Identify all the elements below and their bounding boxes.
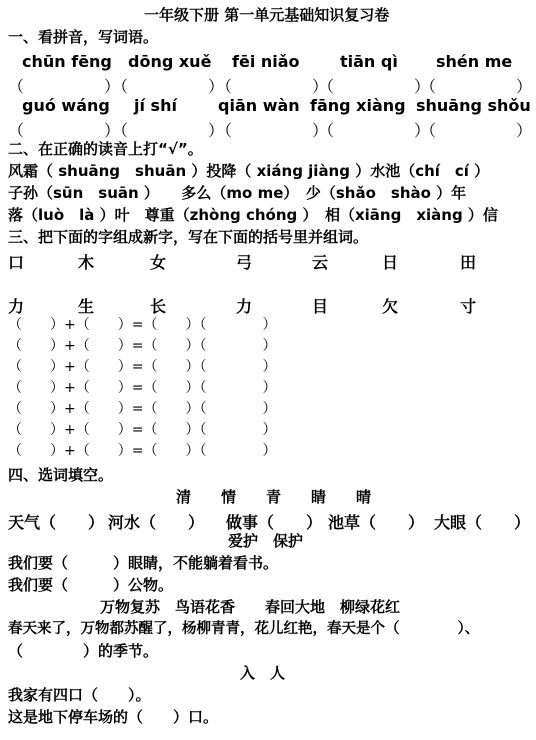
pinyin-item: shuāng shǒu xyxy=(416,96,531,115)
fill-item[interactable]: 做事（ ） xyxy=(226,513,323,532)
answer-blank[interactable]: （ ） xyxy=(112,121,225,140)
formula-row[interactable]: （ ）+（ ）=（ ）（ ） xyxy=(8,443,277,459)
char-item: 木 xyxy=(78,253,95,272)
fill-item[interactable]: 池草（ ） xyxy=(328,513,425,532)
pinyin-item: qiān wàn xyxy=(218,96,300,115)
pronunciation-line[interactable]: 子孙（sūn suān ） 多么（mo me） 少（shǎo shào ）年 xyxy=(8,184,467,202)
char-item: 长 xyxy=(150,297,167,316)
answer-blank[interactable]: （ ） xyxy=(8,77,121,96)
pinyin-item: jí shí xyxy=(134,96,177,115)
sentence[interactable]: 这是地下停车场的（ ）口。 xyxy=(8,708,219,726)
formula-row[interactable]: （ ）+（ ）=（ ）（ ） xyxy=(8,422,277,438)
word-options: 万物复苏 鸟语花香 春回大地 柳绿花红 xyxy=(100,598,401,616)
section-4-heading: 四、选词填空。 xyxy=(8,466,114,484)
word-options: 入 人 xyxy=(240,664,286,682)
char-item: 女 xyxy=(150,253,167,272)
char-item: 力 xyxy=(236,297,253,316)
pinyin-item: fāng xiàng xyxy=(310,96,406,115)
sentence[interactable]: 我家有四口（ ）。 xyxy=(8,686,151,704)
formula-row[interactable]: （ ）+（ ）=（ ）（ ） xyxy=(8,317,277,333)
fill-item[interactable]: 大眼（ ） xyxy=(434,513,531,532)
formula-row[interactable]: （ ）+（ ）=（ ）（ ） xyxy=(8,380,277,396)
pinyin-item: fēi niǎo xyxy=(232,52,300,71)
char-item: 寸 xyxy=(460,297,477,316)
char-item: 力 xyxy=(8,297,25,316)
char-item: 目 xyxy=(312,297,329,316)
section-2-heading: 二、在正确的读音上打“√”。 xyxy=(8,140,203,158)
char-item: 云 xyxy=(312,253,329,272)
pinyin-item: dōng xuě xyxy=(128,52,212,71)
answer-blank[interactable]: （ ） xyxy=(318,77,431,96)
char-item: 口 xyxy=(8,253,25,272)
sentence[interactable]: 我们要（ ）公物。 xyxy=(8,576,174,594)
pronunciation-line[interactable]: 落（luò là ）叶 尊重（zhòng chóng ） 相（xiāng xiàng ）信 xyxy=(8,206,498,224)
pinyin-item: guó wáng xyxy=(22,96,110,115)
answer-blank[interactable]: （ ） xyxy=(8,121,121,140)
pinyin-item: tiān qì xyxy=(340,52,398,71)
answer-blank[interactable]: （ ） xyxy=(318,121,431,140)
section-3-heading: 三、把下面的字组成新字，写在下面的括号里并组词。 xyxy=(8,228,369,246)
page-title: 一年级下册 第一单元基础知识复习卷 xyxy=(144,6,390,24)
char-item: 欠 xyxy=(382,297,399,316)
formula-row[interactable]: （ ）+（ ）=（ ）（ ） xyxy=(8,401,277,417)
sentence[interactable]: 春天来了，万物都苏醒了，杨柳青青，花儿红艳，春天是个（ ）、 xyxy=(8,621,480,637)
fill-item[interactable]: 天气（ ） xyxy=(8,513,105,532)
char-item: 弓 xyxy=(236,253,253,272)
pinyin-item: shén me xyxy=(436,52,513,71)
section-1-heading: 一、看拼音，写词语。 xyxy=(8,28,159,46)
sentence[interactable]: 我们要（ ）眼睛，不能躺着看书。 xyxy=(8,554,279,572)
formula-row[interactable]: （ ）+（ ）=（ ）（ ） xyxy=(8,338,277,354)
formula-row[interactable]: （ ）+（ ）=（ ）（ ） xyxy=(8,359,277,375)
answer-blank[interactable]: （ ） xyxy=(420,77,533,96)
char-item: 生 xyxy=(78,297,95,316)
answer-blank[interactable]: （ ） xyxy=(216,77,329,96)
char-item: 日 xyxy=(382,253,399,272)
fill-item[interactable]: 河水（ ） xyxy=(108,513,205,532)
answer-blank[interactable]: （ ） xyxy=(420,121,533,140)
word-options: 清 情 青 睛 晴 xyxy=(176,488,372,506)
answer-blank[interactable]: （ ） xyxy=(112,77,225,96)
sentence[interactable]: （ ）的季节。 xyxy=(8,642,159,660)
pronunciation-line[interactable]: 风霜（ shuāng shuān ）投降（ xiáng jiàng ）水池（chí cí ） xyxy=(8,162,490,180)
word-options: 爱护 保护 xyxy=(228,532,304,550)
char-item: 田 xyxy=(460,253,477,272)
answer-blank[interactable]: （ ） xyxy=(216,121,329,140)
pinyin-item: chūn fēng xyxy=(22,52,112,71)
